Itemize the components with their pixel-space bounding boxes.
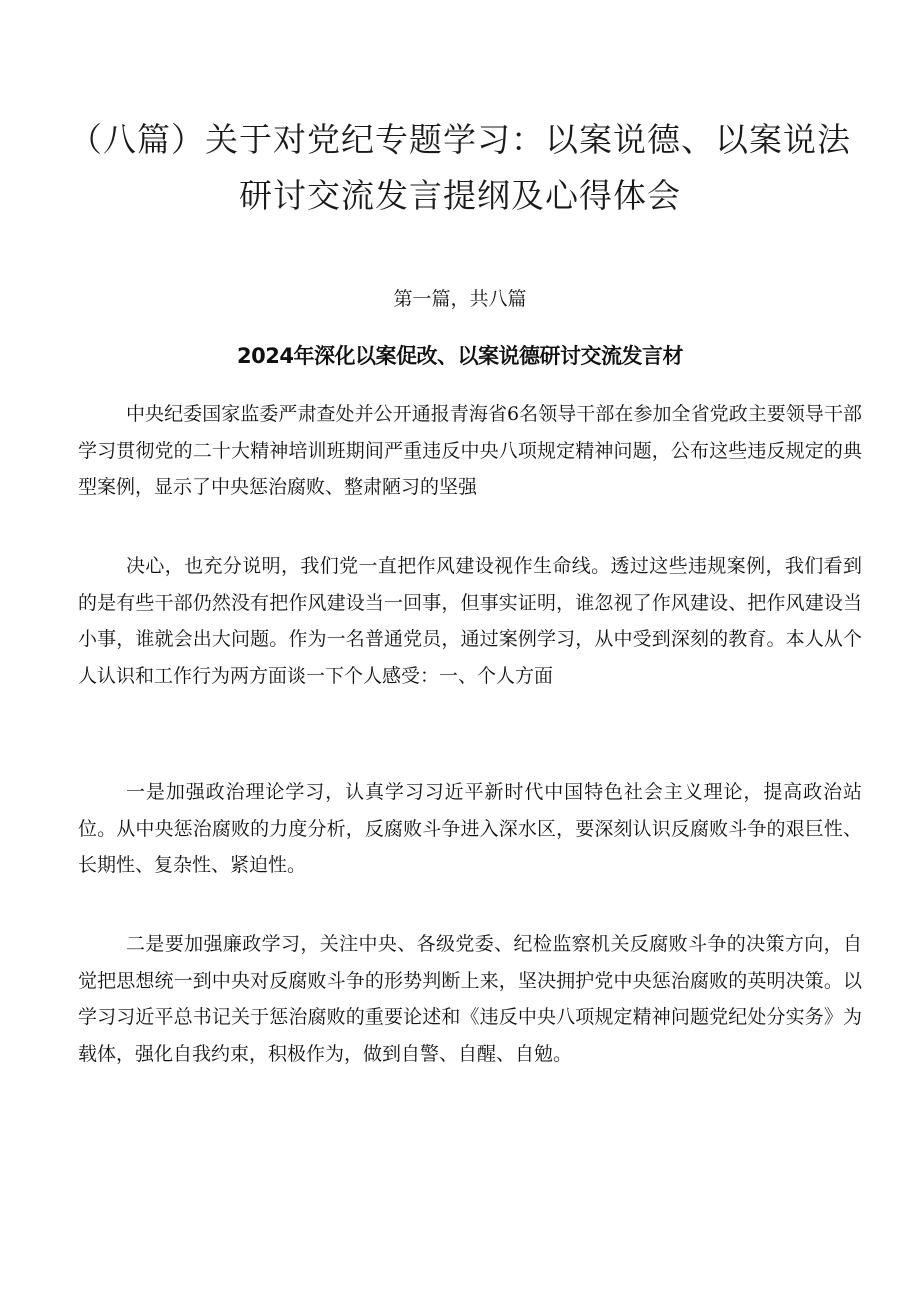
paragraph: 二是要加强廉政学习，关注中央、各级党委、纪检监察机关反腐败斗争的决策方向，自觉把思想统一到中央对反腐败斗争的形势判断上来，坚决拥护党中央惩治腐败的英明决策。以学习习近平总书记关于惩治腐败的重要论述和《违反中央八项规定精神问题党纪处分实务》为载体，强化自我约束，积极作为，做到自警、自醒、自勉。 (78, 933, 862, 1065)
paragraph: 中央纪委国家监委严肃查处并公开通报青海省6名领导干部在参加全省党政主要领导干部学习贯彻党的二十大精神培训班期间严重违反中央八项规定精神问题，公布这些违反规定的典型案例，显示了中央惩治腐败、整肃陋习的坚强 (78, 403, 862, 498)
document-title: （八篇）关于对党纪专题学习：以案说德、以案说法研讨交流发言提纲及心得体会 (69, 120, 851, 215)
section-label: 第一篇，共八篇 (393, 288, 527, 310)
section-title: 2024年深化以案促改、以案说德研讨交流发言材 (237, 344, 683, 368)
paragraph: 一是加强政治理论学习，认真学习习近平新时代中国特色社会主义理论，提高政治站位。从中央惩治腐败的力度分析，反腐败斗争进入深水区，要深刻认识反腐败斗争的艰巨性、长期性、复杂性、紧迫性。 (78, 781, 862, 876)
paragraph: 决心，也充分说明，我们党一直把作风建设视作生命线。透过这些违规案例，我们看到的是有些干部仍然没有把作风建设当一回事，但事实证明，谁忽视了作风建设、把作风建设当小事，谁就会出大问题。作为一名普通党员，通过案例学习，从中受到深刻的教育。本人从个人认识和工作行为两方面谈一下个人感受：一、个人方面 (78, 555, 862, 687)
